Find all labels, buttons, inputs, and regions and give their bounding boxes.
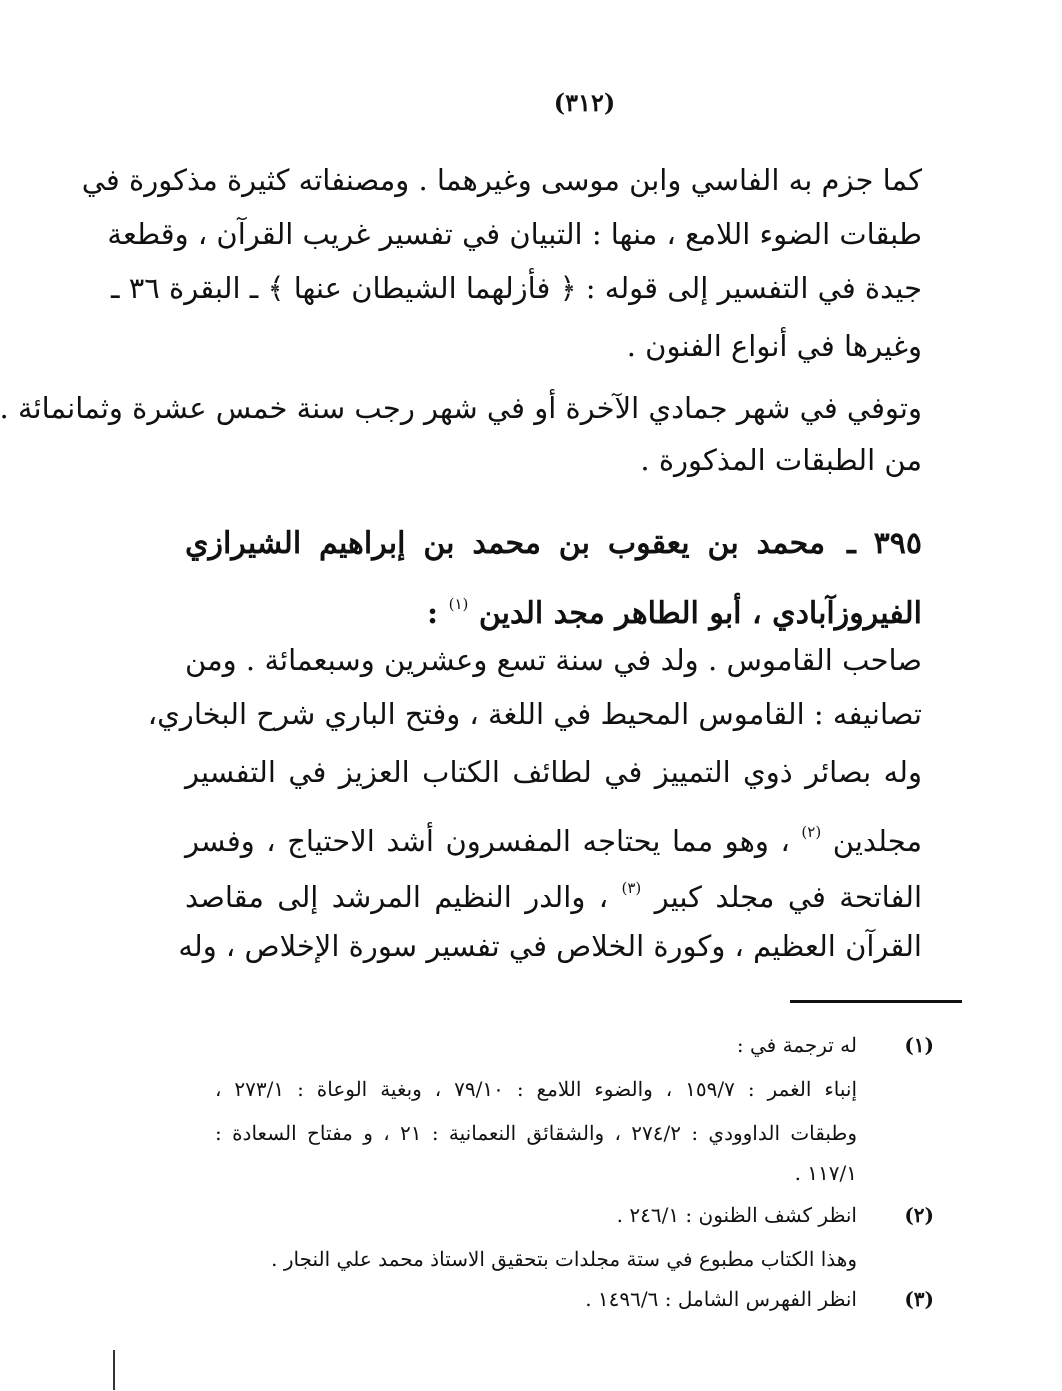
body-line: جيدة في التفسير إلى قوله : ﴿ فأزلهما الشيطان عنها ﴾ ـ البقرة ٣٦ ـ: [110, 271, 922, 305]
entry-line-text: الفاتحة في مجلد كبير: [654, 880, 923, 914]
entry-line-text: مجلدين: [832, 824, 922, 858]
footnote-line: انظر كشف الظنون : ٢٤٦/١ .: [616, 1203, 857, 1227]
page-number: (٣١٢): [553, 88, 616, 117]
footnote-ref: (٣): [621, 879, 642, 897]
entry-line: [185, 868, 923, 914]
body-line: طبقات الضوء اللامع ، منها : التبيان في تفسير غريب القرآن ، وقطعة: [107, 217, 922, 251]
entry-line: وله بصائر ذوي التمييز في لطائف الكتاب العزيز في التفسير: [185, 755, 922, 789]
entry-heading-line1: [185, 522, 922, 566]
footnote-ref: (١): [448, 595, 469, 613]
body-line: كما جزم به الفاسي وابن موسى وغيرهما . ومصنفاته كثيرة مذكورة في: [81, 163, 922, 197]
entry-line-text: ، وهو مما يحتاجه المفسرون أشد الاحتياج ، وفسر: [185, 824, 790, 858]
footnote-line: ١١٧/١ .: [794, 1161, 857, 1185]
footnote-line: انظر الفهرس الشامل : ١٤٩٦/٦ .: [585, 1287, 857, 1311]
body-line: وغيرها في أنواع الفنون .: [626, 329, 922, 363]
entry-name-line2: الفيروزآبادي ، أبو الطاهر مجد الدين: [478, 596, 922, 631]
footnote-ref: (٢): [801, 823, 822, 841]
entry-name-colon: :: [427, 596, 439, 631]
scan-margin-mark: [113, 1350, 115, 1390]
footnote-line: وطبقات الداوودي : ٢٧٤/٢ ، والشقائق النعمانية : ٢١ ، و مفتاح السعادة :: [215, 1121, 857, 1145]
footnote-separator: [790, 1000, 962, 1003]
entry-line-text: ، والدر النظيم المرشد إلى مقاصد: [185, 880, 609, 914]
entry-line: صاحب القاموس . ولد في سنة تسع وعشرين وسبعمائة . ومن: [185, 643, 922, 677]
footnote-number: (٣): [904, 1287, 934, 1311]
entry-line: تصانيفه : القاموس المحيط في اللغة ، وفتح الباري شرح البخاري،: [147, 697, 922, 731]
entry-heading-line2: [185, 582, 922, 631]
entry-line: [185, 812, 922, 858]
footnote-number: (٢): [904, 1203, 934, 1227]
body-line: وتوفي في شهر جمادي الآخرة أو في شهر رجب سنة خمس عشرة وثمانمائة .: [0, 391, 922, 425]
footnote-line: له ترجمة في :: [736, 1033, 857, 1057]
footnote-line: إنباء الغمر : ١٥٩/٧ ، والضوء اللامع : ٧٩/١٠ ، وبغية الوعاة : ٢٧٣/١ ،: [215, 1077, 858, 1101]
entry-line: القرآن العظيم ، وكورة الخلاص في تفسير سورة الإخلاص ، وله: [178, 929, 922, 963]
entry-number: ٣٩٥ ـ: [846, 526, 922, 561]
entry-name-line1: محمد بن يعقوب بن محمد بن إبراهيم الشيرازي: [185, 526, 826, 561]
footnote-line: وهذا الكتاب مطبوع في ستة مجلدات بتحقيق الاستاذ محمد علي النجار .: [271, 1247, 857, 1271]
footnote-number: (١): [904, 1033, 934, 1057]
body-line: من الطبقات المذكورة .: [640, 443, 922, 477]
